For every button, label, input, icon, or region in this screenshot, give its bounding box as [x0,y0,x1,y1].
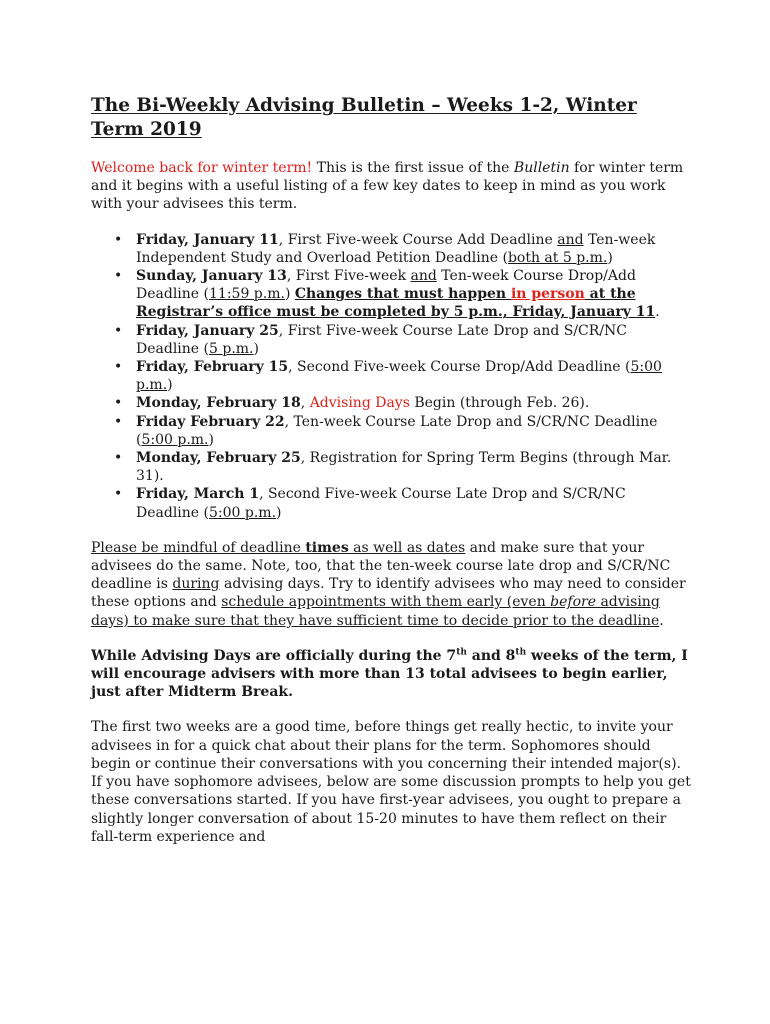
page-title: The Bi-Weekly Advising Bulletin – Weeks 1-2, Winter Term 2019 [91,95,637,140]
advising-days-note: While Advising Days are officially during the 7th and 8th weeks of the term, I will encourage advisers with more than 13 total advisees to begin earlier, just after Midterm Break. [91,647,688,701]
list-item: • Friday, January 25, First Five-week Course Late Drop and S/CR/NC Deadline (5 p.m.) [136,322,691,358]
key-dates-list [91,231,691,522]
in-person-highlight: in person [510,286,585,303]
list-item: • Friday February 22, Ten-week Course Late Drop and S/CR/NC Deadline (5:00 p.m.) [136,413,691,449]
list-item: • Friday, March 1, Second Five-week Course Late Drop and S/CR/NC Deadline (5:00 p.m.) [136,485,691,521]
list-item: • Sunday, January 13, First Five-week and Ten-week Course Drop/Add Deadline (11:59 p.m.) Changes that must happen in person at the Registrar’s office must be completed by 5 p.m., Friday, January 11. [136,267,691,322]
list-item: • Friday, January 11, First Five-week Course Add Deadline and Ten-week Independent Study and Overload Petition Deadline (both at 5 p.m.) [136,231,691,267]
document-page [91,94,691,846]
advising-days-highlight: Advising Days [309,395,410,412]
welcome-text: Welcome back for winter term! [91,160,313,176]
mindful-paragraph: Please be mindful of deadline times as well as dates and make sure that your advisees do the same. Note, too, that the ten-week course late drop and S/CR/NC deadline is during advising days. Try to identify advisees who may need to consider these options and schedule appointments with them early (even before advising days) to make sure that they have sufficient time to decide prior to the deadline. [91,539,686,629]
list-item: • Monday, February 25, Registration for Spring Term Begins (through Mar. 31). [136,449,691,485]
list-item: • Monday, February 18, Advising Days Begin (through Feb. 26). [136,394,691,412]
closing-paragraph: The first two weeks are a good time, before things get really hectic, to invite your advisees in for a quick chat about their plans for the term. Sophomores should begin or continue their conversations with you concerning their intended major(s). If you have sophomore advisees, below are some discussion prompts to help you get these conversations started. If you have first-year advisees, you ought to prepare a slightly longer conversation of about 15-20 minutes to have them reflect on their fall-term experience and [91,719,691,845]
list-item: • Friday, February 15, Second Five-week Course Drop/Add Deadline (5:00 p.m.) [136,358,691,394]
intro-paragraph: Welcome back for winter term! This is the first issue of the Bulletin for winter term and it begins with a useful listing of a few key dates to keep in mind as you work with your advisees this term. [91,160,684,213]
bulletin-italic: Bulletin [513,160,570,176]
